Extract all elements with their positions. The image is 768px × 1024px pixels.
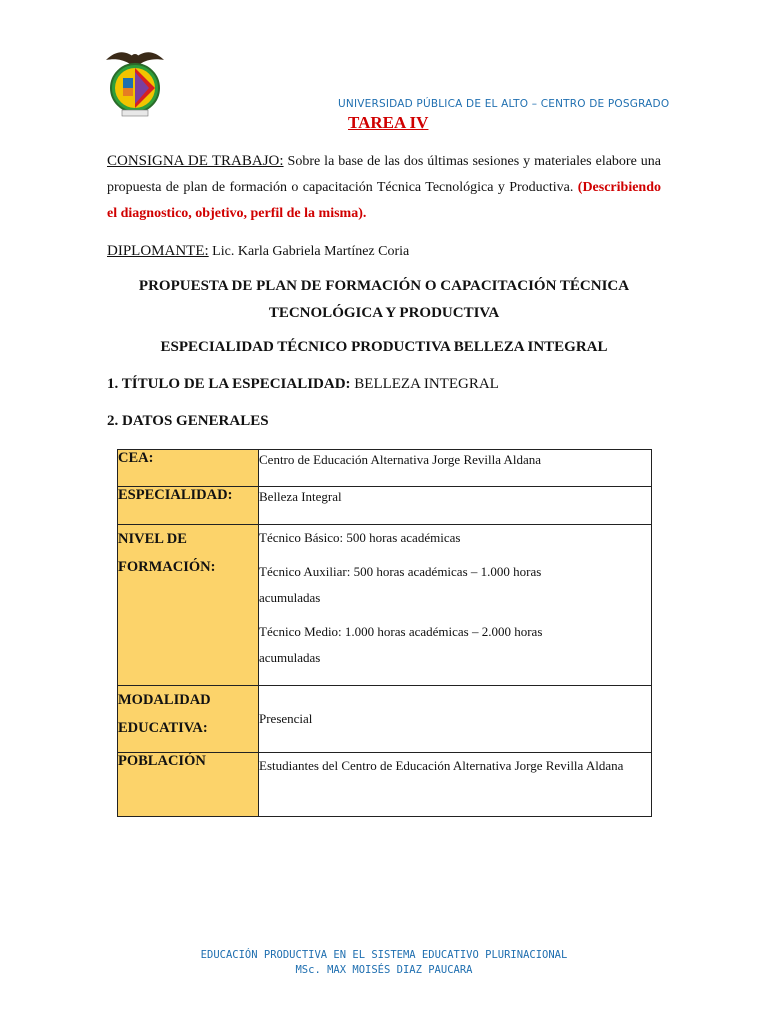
table-row-nivel [118, 525, 652, 686]
datos-generales-table [117, 449, 652, 817]
section-1-heading [107, 376, 499, 393]
table-row-modalidad [118, 686, 652, 753]
section-1-value: BELLEZA INTEGRAL [350, 376, 499, 392]
table-row-especialidad [118, 487, 652, 525]
nivel-medio-line2: acumuladas [259, 650, 321, 665]
tarea-title: TAREA IV [348, 113, 429, 132]
nivel-label-line2: FORMACIÓN: [118, 559, 216, 575]
cea-value: Centro de Educación Alternativa Jorge Revilla Aldana [259, 450, 652, 487]
poblacion-value: Estudiantes del Centro de Educación Alternativa Jorge Revilla Aldana [259, 753, 652, 817]
especialidad-value: Belleza Integral [259, 487, 652, 525]
page-footer [0, 948, 768, 978]
table-row-cea [118, 450, 652, 487]
consigna-paragraph [107, 148, 661, 227]
propuesta-title [107, 273, 661, 327]
cea-label: CEA: [118, 450, 259, 487]
table-row-poblacion [118, 753, 652, 817]
modalidad-label [118, 686, 259, 753]
propuesta-title-line1: PROPUESTA DE PLAN DE FORMACIÓN O CAPACITACIÓN TÉCNICA [138, 278, 630, 294]
university-crest-icon [104, 46, 166, 120]
consigna-label: CONSIGNA DE TRABAJO: [107, 153, 284, 169]
section-1-label: 1. TÍTULO DE LA ESPECIALIDAD: [107, 376, 351, 392]
nivel-label [118, 525, 259, 686]
nivel-auxiliar-line1: Técnico Auxiliar: 500 horas académicas – 1.000 horas [259, 564, 542, 579]
especialidad-label: ESPECIALIDAD: [118, 487, 259, 525]
university-header: UNIVERSIDAD PÚBLICA DE EL ALTO – CENTRO DE POSGRADO [338, 98, 670, 110]
diplomante-line [107, 238, 661, 265]
section-2-heading: 2. DATOS GENERALES [107, 413, 269, 429]
poblacion-label: POBLACIÓN [118, 753, 259, 817]
consigna-highlight: (Describiendo el diagnostico, objetivo, perfil de la misma). [107, 180, 661, 221]
especialidad-heading: ESPECIALIDAD TÉCNICO PRODUCTIVA BELLEZA INTEGRAL [160, 339, 608, 355]
modalidad-label-line2: EDUCATIVA: [118, 720, 208, 736]
nivel-basico: Técnico Básico: 500 horas académicas [259, 530, 461, 545]
diplomante-name: Lic. Karla Gabriela Martínez Coria [208, 244, 410, 259]
nivel-medio-line1: Técnico Medio: 1.000 horas académicas – 2.000 horas [259, 624, 543, 639]
footer-line1: EDUCACIÓN PRODUCTIVA EN EL SISTEMA EDUCATIVO PLURINACIONAL [200, 949, 568, 961]
modalidad-value: Presencial [259, 686, 652, 753]
nivel-auxiliar-line2: acumuladas [259, 590, 321, 605]
nivel-value [259, 525, 652, 686]
nivel-label-line1: NIVEL DE [118, 531, 187, 547]
consigna-text: Sobre la base de las dos últimas sesiones y materiales elabore una propuesta de plan de formación o capacitación Técnica Tecnológica y Productiva. [107, 154, 662, 195]
footer-line2: MSc. MAX MOISÉS DIAZ PAUCARA [295, 964, 473, 976]
modalidad-label-line1: MODALIDAD [118, 692, 211, 708]
diplomante-label: DIPLOMANTE: [107, 243, 209, 259]
propuesta-title-line2: TECNOLÓGICA Y PRODUCTIVA [268, 305, 500, 321]
